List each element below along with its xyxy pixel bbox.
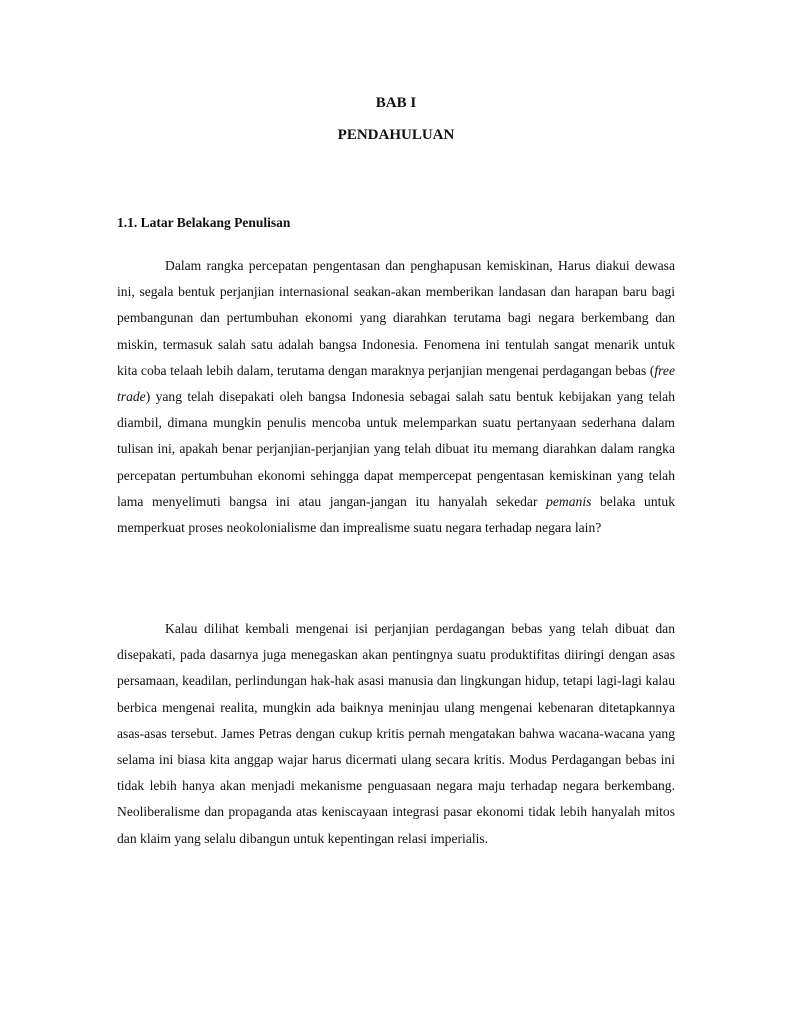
section-heading: 1.1. Latar Belakang Penulisan — [117, 215, 291, 230]
paragraph-1-text-b: ) yang telah disepakati oleh bangsa Indonesia sebagai salah satu bentuk kebijakan yang telah diambil, dimana mungkin penulis mencoba untuk melemparkan suatu pertanyaan sederhana dalam tulisan ini, apakah benar perjanjian-perjanjian yang telah dibuat itu memang diarahkan dalam rangka percepatan pertumbuhan ekonomi sehingga dapat mempercepat pengentasan kemiskinan yang telah lama menyelimuti bangsa ini atau jangan-jangan itu hanyalah sekedar — [117, 389, 675, 509]
paragraph-1-text-c: belaka untuk memperkuat proses neokolonialisme dan imprealisme suatu negara terhadap negara lain? — [117, 493, 675, 536]
paragraph-1 — [117, 253, 675, 541]
chapter-number: BAB I — [375, 95, 417, 111]
paragraph-1-italic-pemanis: pemanis — [546, 493, 592, 509]
paragraph-1-italic-free-trade: free trade — [117, 362, 675, 405]
paragraph-2: Kalau dilihat kembali mengenai isi perjanjian perdagangan bebas yang telah dibuat dan disepakati, pada dasarnya juga menegaskan akan pentingnya suatu produktifitas diiringi dengan asas persamaan, keadilan, perlindungan hak-hak asasi manusia dan lingkungan hidup, tetapi lagi-lagi kalau berbica mengenai realita, mungkin ada baiknya meninjau ulang mengenai kebenaran ditetapkannya asas-asas tersebut. James Petras dengan cukup kritis pernah mengatakan bahwa wacana-wacana yang selama ini biasa kita anggap wajar harus dicermati ulang secara kritis. Modus Perdagangan bebas ini tidak lebih hanya akan menjadi mekanisme penguasaan negara maju terhadap negara berkembang. Neoliberalisme dan propaganda atas keniscayaan integrasi pasar ekonomi tidak lebih hanyalah mitos dan klaim yang selalu dibangun untuk kepentingan relasi imperialis. — [117, 621, 675, 846]
chapter-title: PENDAHULUAN — [337, 127, 455, 143]
paragraph-1-text-a: Dalam rangka percepatan pengentasan dan penghapusan kemiskinan, Harus diakui dewasa ini, segala bentuk perjanjian internasional seakan-akan memberikan landasan dan harapan baru bagi pembangunan dan pertumbuhan ekonomi yang diarahkan terutama bagi negara berkembang dan miskin, termasuk salah satu adalah bangsa Indonesia. Fenomena ini tentulah sangat menarik untuk kita coba telaah lebih dalam, terutama dengan maraknya perjanjian mengenai perdagangan bebas ( — [117, 258, 675, 378]
